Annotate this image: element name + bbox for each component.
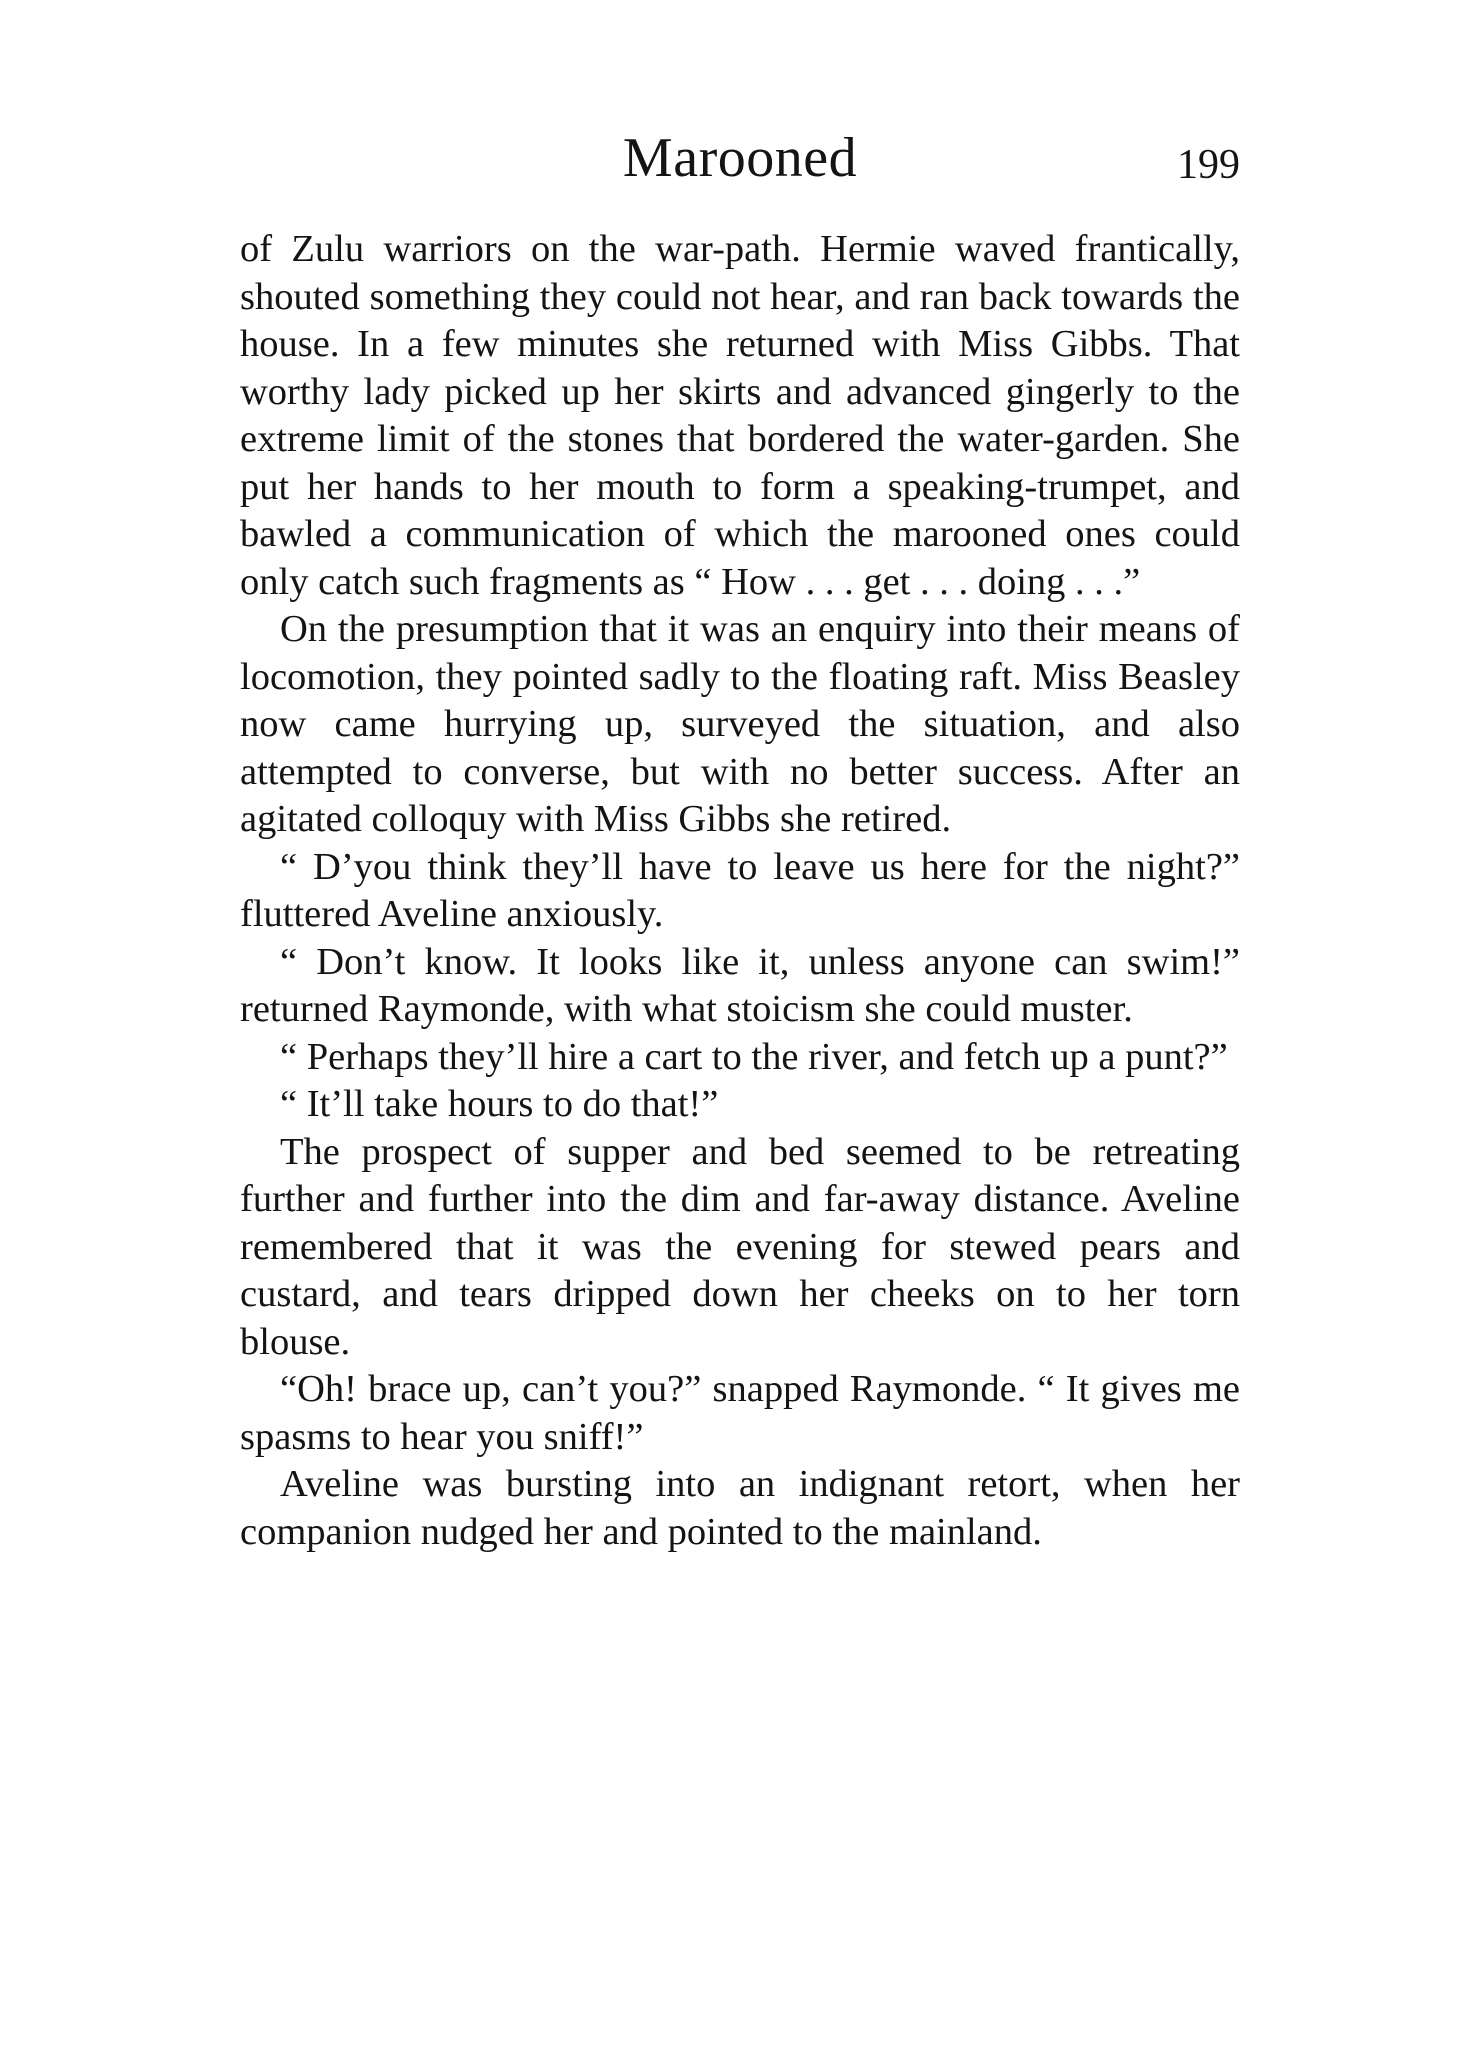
paragraph: “ Don’t know. It looks like it, unless anyone can swim!” returned Raymonde, with what stoicism she could muster. xyxy=(240,940,1240,1030)
paragraph: The prospect of supper and bed seemed to be retreating further and further into the dim and far-away distance. Aveline remembered that it was the evening for stewed pears and custard, and tears dripped down her cheeks on to her torn blouse. xyxy=(240,1130,1240,1363)
running-head xyxy=(240,118,1240,198)
body-text xyxy=(240,226,1240,1556)
paragraph: “ D’you think they’ll have to leave us here for the night?” fluttered Aveline anxiously. xyxy=(240,845,1240,935)
paragraph: “ Perhaps they’ll hire a cart to the river, and fetch up a punt?” xyxy=(280,1035,1228,1078)
paragraph: “Oh! brace up, can’t you?” snapped Raymonde. “ It gives me spasms to hear you sniff!” xyxy=(240,1368,1240,1458)
paragraph: On the presumption that it was an enquiry into their means of locomotion, they pointed sadly to the floating raft. Miss Beasley now came hurrying up, surveyed the situation, and also attempted to converse, but with no better success. After an agitated colloquy with Miss Gibbs she retired. xyxy=(240,608,1240,840)
paragraph: Aveline was bursting into an indignant retort, when her companion nudged her and pointed to the mainland. xyxy=(240,1463,1240,1553)
chapter-title: Marooned xyxy=(622,127,858,189)
paragraph: of Zulu warriors on the war-path. Hermie waved frantically, shouted something they could not hear, and ran back towards the house. In a few minutes she returned with Miss Gibbs. That worthy lady picked up her skirts and advanced gingerly to the extreme limit of the stones that bordered the water-garden. She put her hands to her mouth to form a speaking-trumpet, and bawled a communication of which the marooned ones could only catch such fragments as “ How . . . get . . . doing . . .” xyxy=(240,228,1240,603)
paragraph: “ It’ll take hours to do that!” xyxy=(280,1083,719,1125)
page-number: 199 xyxy=(1177,142,1240,188)
